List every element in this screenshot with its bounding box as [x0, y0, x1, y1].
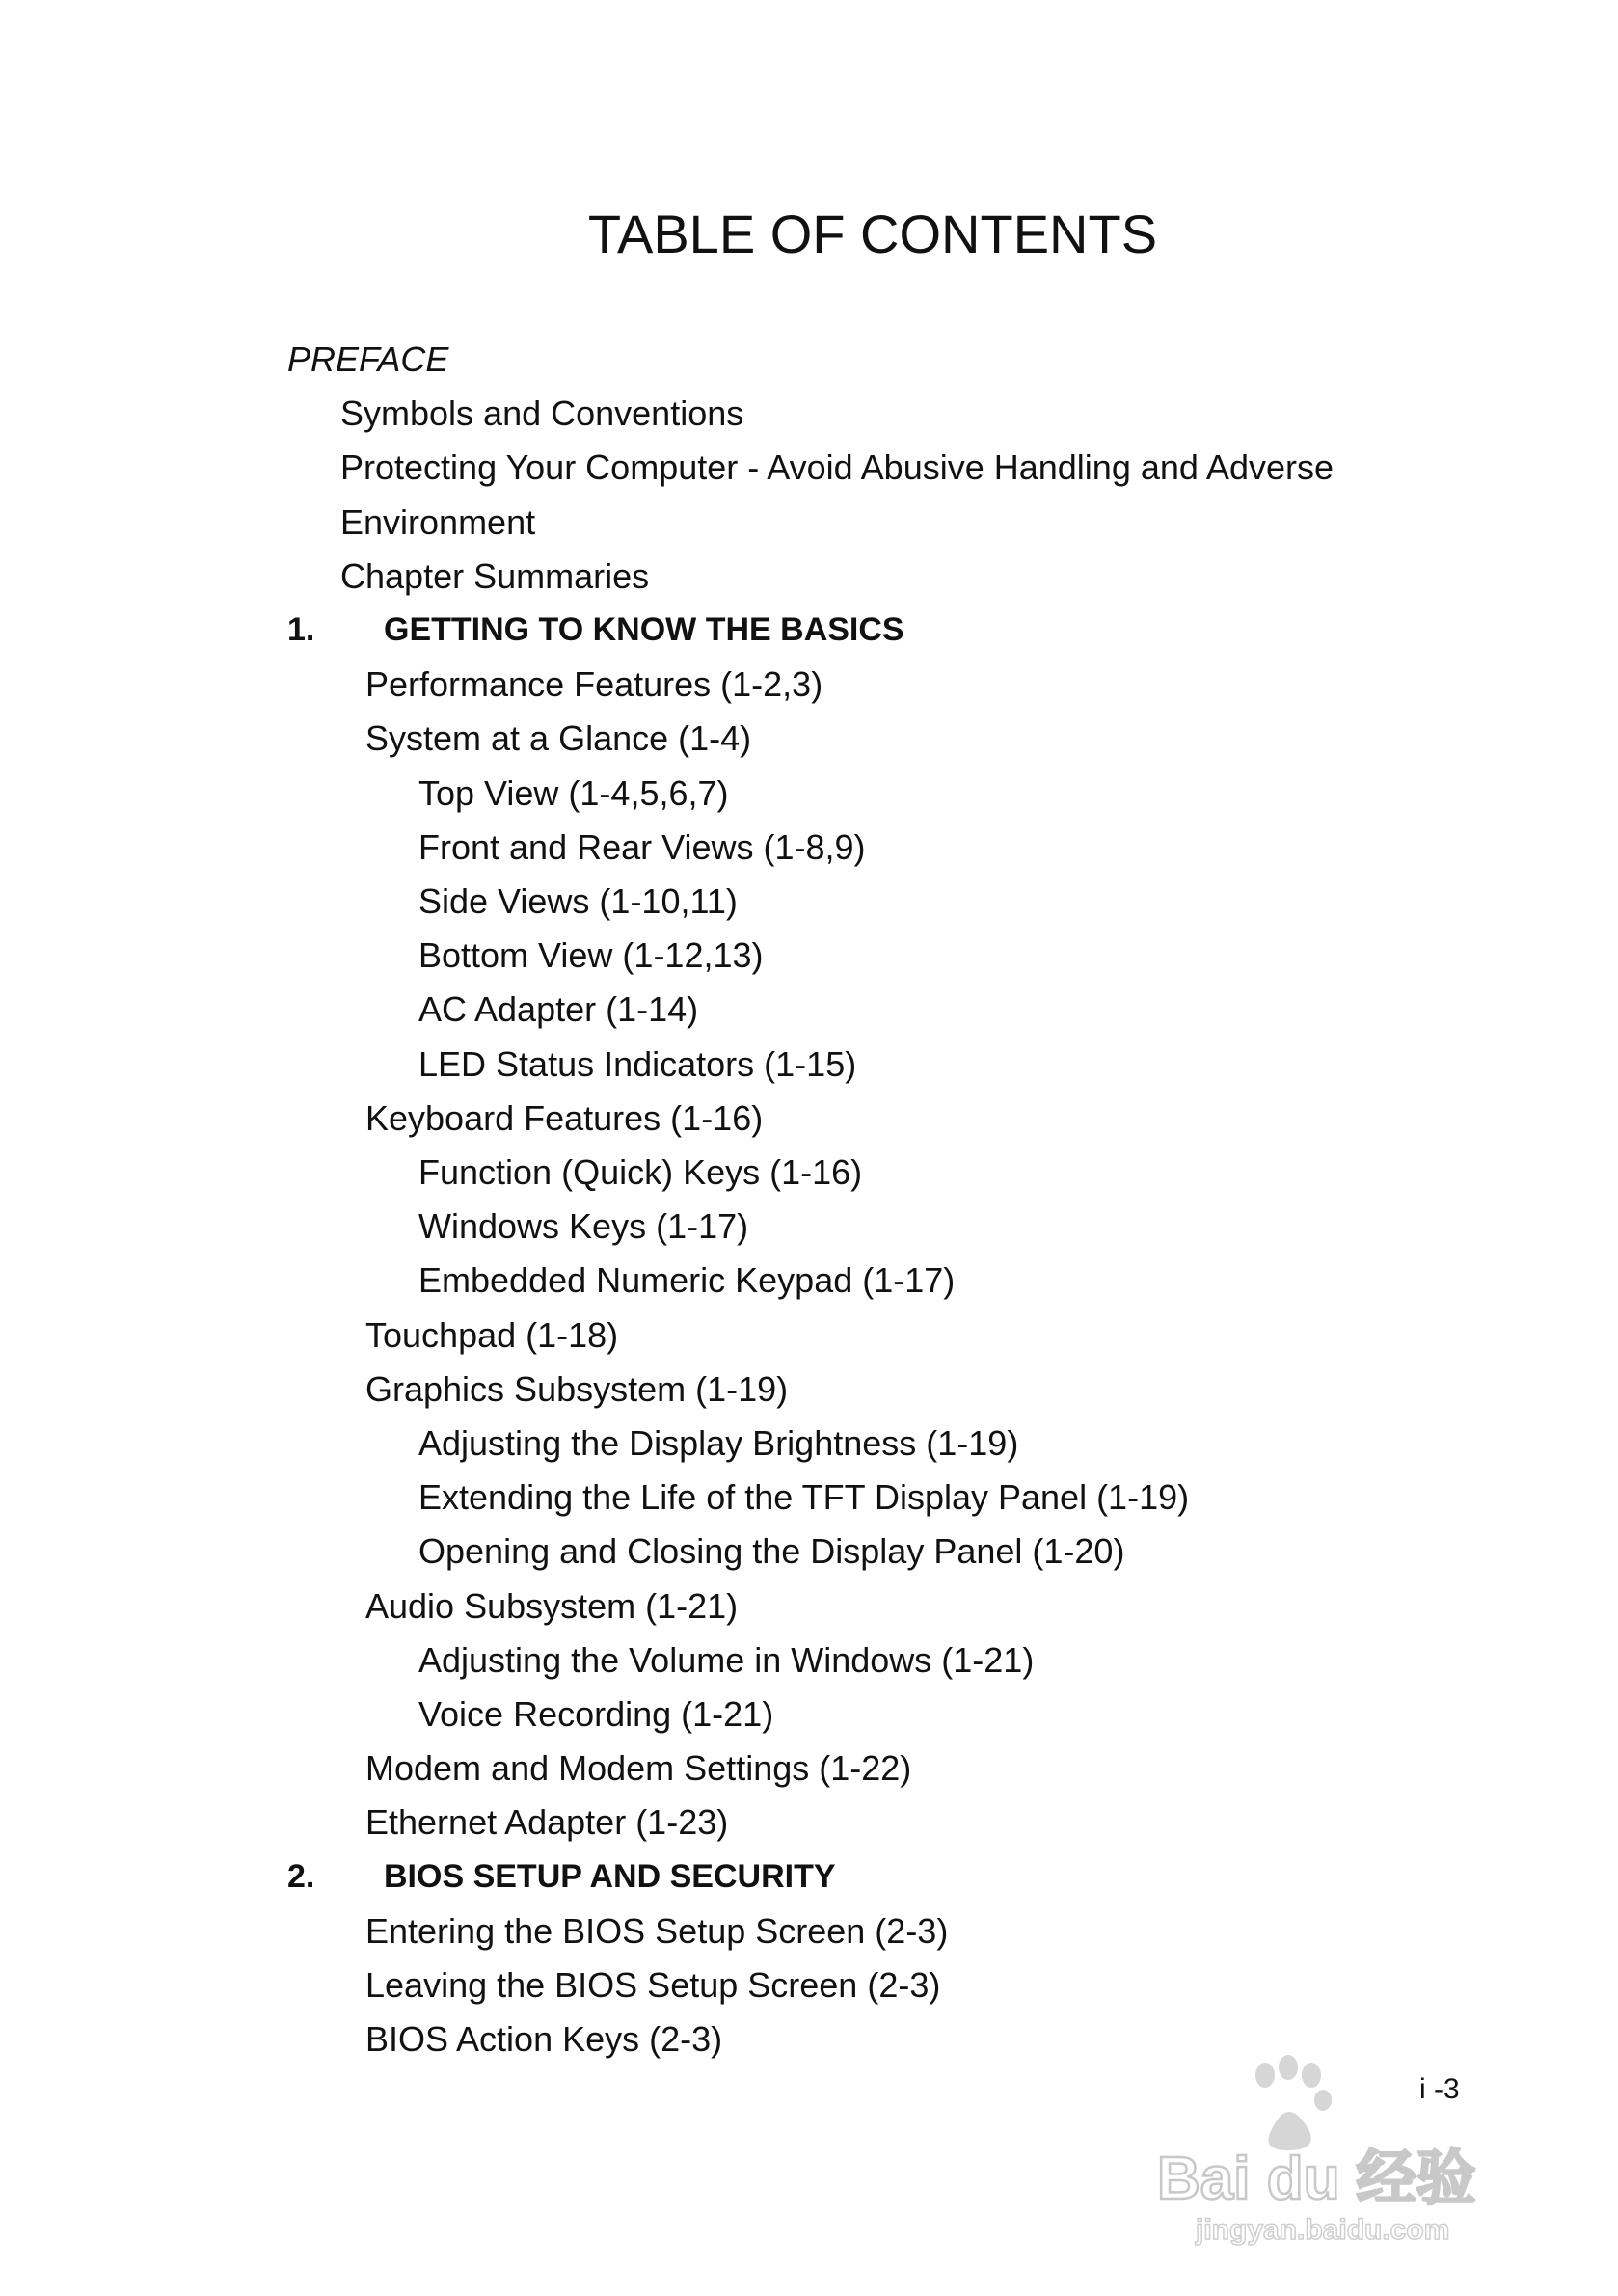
- chapter-title: BIOS SETUP AND SECURITY: [384, 1857, 836, 1895]
- preface-item: Chapter Summaries: [340, 555, 650, 596]
- preface-item: Environment: [340, 501, 536, 542]
- toc-entry: Windows Keys (1-17): [418, 1206, 749, 1247]
- watermark-url: jingyan.baidu.com: [1196, 2214, 1450, 2246]
- chapter-heading: [287, 613, 904, 646]
- toc-entry: Modem and Modem Settings (1-22): [365, 1748, 912, 1789]
- toc-entry: Audio Subsystem (1-21): [365, 1585, 739, 1626]
- page-number: i -3: [1419, 2073, 1460, 2105]
- chapter-number: 1.: [287, 611, 315, 648]
- toc-entry: Adjusting the Display Brightness (1-19): [418, 1423, 1019, 1463]
- toc-entry: AC Adapter (1-14): [418, 989, 699, 1030]
- preface-heading: PREFACE: [287, 339, 449, 379]
- toc-entry: Voice Recording (1-21): [418, 1694, 774, 1734]
- toc-entry: Entering the BIOS Setup Screen (2-3): [365, 1910, 949, 1951]
- toc-entry: LED Status Indicators (1-15): [418, 1043, 857, 1084]
- toc-entry: Adjusting the Volume in Windows (1-21): [418, 1639, 1035, 1680]
- toc-entry: Performance Features (1-2,3): [365, 664, 823, 705]
- paw-icon: [1255, 2055, 1332, 2150]
- toc-entry: Opening and Closing the Display Panel (1-20): [418, 1531, 1125, 1572]
- toc-entry: Leaving the BIOS Setup Screen (2-3): [365, 1965, 941, 2005]
- toc-entry: System at a Glance (1-4): [365, 718, 752, 759]
- toc-entry: Extending the Life of the TFT Display Panel (1-19): [418, 1477, 1190, 1518]
- toc-entry: Bottom View (1-12,13): [418, 935, 764, 976]
- toc-entry: Ethernet Adapter (1-23): [365, 1802, 729, 1843]
- toc-entry: Front and Rear Views (1-8,9): [418, 826, 866, 867]
- chapter-heading: [287, 1857, 836, 1895]
- preface-item: Symbols and Conventions: [340, 393, 744, 434]
- toc-entry: Side Views (1-10,11): [418, 881, 738, 921]
- baidu-watermark: [1147, 2054, 1533, 2247]
- toc-entry: Top View (1-4,5,6,7): [418, 772, 729, 813]
- page-title: TABLE OF CONTENTS: [587, 203, 1158, 264]
- toc-entry: Function (Quick) Keys (1-16): [418, 1152, 863, 1192]
- toc-entry: Keyboard Features (1-16): [365, 1097, 764, 1138]
- watermark-brand: Bai du 经验: [1157, 2146, 1476, 2212]
- toc-entry: Touchpad (1-18): [365, 1314, 619, 1355]
- toc-entry: Graphics Subsystem (1-19): [365, 1368, 789, 1409]
- toc-entry: Embedded Numeric Keypad (1-17): [418, 1260, 956, 1301]
- chapter-number: 2.: [287, 1857, 315, 1895]
- preface-item: Protecting Your Computer - Avoid Abusive Handling and Adverse: [340, 447, 1334, 488]
- chapter-title: GETTING TO KNOW THE BASICS: [384, 611, 904, 648]
- toc-entry: BIOS Action Keys (2-3): [365, 2019, 723, 2060]
